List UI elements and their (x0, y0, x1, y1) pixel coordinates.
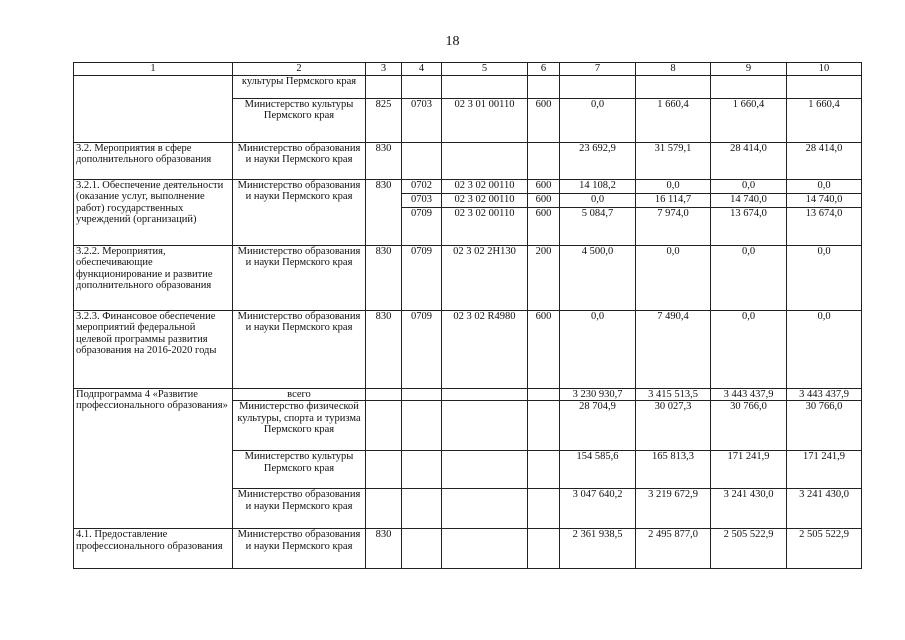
value-cell: 1 660,4 (711, 98, 787, 142)
value-cell: 0,0 (560, 193, 636, 207)
value-cell: 3 241 430,0 (787, 489, 862, 529)
grbs-cell: 825 (366, 98, 402, 142)
target-article-cell: 02 3 02 00110 (442, 207, 528, 245)
expense-type-cell: 600 (528, 193, 560, 207)
header-cell: 8 (636, 63, 711, 76)
value-cell: 2 505 522,9 (787, 529, 862, 569)
target-article-cell: 02 3 02 00110 (442, 179, 528, 193)
value-cell: 2 495 877,0 (636, 529, 711, 569)
section-cell: 0709 (402, 310, 442, 388)
program-cell (74, 75, 233, 142)
value-cell: 14 740,0 (787, 193, 862, 207)
header-cell: 3 (366, 63, 402, 76)
executor-cell: Министерство образования и науки Пермского края (233, 310, 366, 388)
value-cell: 3 415 513,5 (636, 388, 711, 401)
value-cell: 154 585,6 (560, 451, 636, 489)
value-cell: 31 579,1 (636, 142, 711, 179)
target-article-cell: 02 3 01 00110 (442, 98, 528, 142)
value-cell: 16 114,7 (636, 193, 711, 207)
value-cell: 28 414,0 (787, 142, 862, 179)
executor-cell: Министерство образования и науки Пермского края (233, 245, 366, 310)
value-cell: 0,0 (787, 310, 862, 388)
page-number: 18 (445, 34, 460, 49)
value-cell: 3 443 437,9 (787, 388, 862, 401)
header-cell: 2 (233, 63, 366, 76)
value-cell: 171 241,9 (711, 451, 787, 489)
table-row (74, 529, 862, 569)
value-cell: 0,0 (711, 310, 787, 388)
table-row (74, 245, 862, 310)
section-cell: 0703 (402, 98, 442, 142)
table-row (74, 179, 862, 193)
value-cell: 171 241,9 (787, 451, 862, 489)
program-cell: 3.2.3. Финансовое обеспечение мероприятий федеральной целевой программы развития образования на 2016-2020 годы (74, 310, 233, 388)
executor-cell: Министерство образования и науки Пермского края (233, 179, 366, 245)
target-article-cell: 02 3 02 00110 (442, 193, 528, 207)
header-cell: 9 (711, 63, 787, 76)
value-cell: 28 414,0 (711, 142, 787, 179)
value-cell: 165 813,3 (636, 451, 711, 489)
value-cell: 0,0 (560, 98, 636, 142)
value-cell: 0,0 (711, 245, 787, 310)
value-cell: 0,0 (787, 179, 862, 193)
section-cell: 0709 (402, 207, 442, 245)
table-row (74, 388, 862, 401)
section-cell: 0709 (402, 245, 442, 310)
value-cell: 3 443 437,9 (711, 388, 787, 401)
section-cell: 0702 (402, 179, 442, 193)
value-cell: 28 704,9 (560, 401, 636, 451)
value-cell: 3 241 430,0 (711, 489, 787, 529)
expense-type-cell: 600 (528, 98, 560, 142)
program-cell: 3.2.1. Обеспечение деятельности (оказание услуг, выполнение работ) государственных учреждений (организаций) (74, 179, 233, 245)
value-cell: 2 505 522,9 (711, 529, 787, 569)
section-cell: 0703 (402, 193, 442, 207)
value-cell: 0,0 (636, 245, 711, 310)
grbs-cell: 830 (366, 529, 402, 569)
header-cell: 10 (787, 63, 862, 76)
value-cell: 5 084,7 (560, 207, 636, 245)
budget-table (73, 62, 862, 569)
expense-type-cell: 200 (528, 245, 560, 310)
value-cell: 0,0 (560, 310, 636, 388)
executor-cell: Министерство образования и науки Пермского края (233, 529, 366, 569)
target-article-cell: 02 3 02 R4980 (442, 310, 528, 388)
program-cell: 4.1. Предоставление профессионального образования (74, 529, 233, 569)
executor-cell: всего (233, 388, 366, 401)
value-cell: 1 660,4 (787, 98, 862, 142)
header-cell: 5 (442, 63, 528, 76)
value-cell: 30 027,3 (636, 401, 711, 451)
value-cell: 13 674,0 (787, 207, 862, 245)
expense-type-cell: 600 (528, 179, 560, 193)
value-cell: 4 500,0 (560, 245, 636, 310)
header-cell: 7 (560, 63, 636, 76)
subprogram-cell: Подпрограмма 4 «Развитие профессионального образования» (74, 388, 233, 529)
value-cell: 7 974,0 (636, 207, 711, 245)
header-cell: 1 (74, 63, 233, 76)
value-cell: 1 660,4 (636, 98, 711, 142)
value-cell: 0,0 (711, 179, 787, 193)
executor-cell: Министерство образования и науки Пермского края (233, 142, 366, 179)
table-row (74, 142, 862, 179)
value-cell: 0,0 (787, 245, 862, 310)
value-cell: 23 692,9 (560, 142, 636, 179)
header-cell: 6 (528, 63, 560, 76)
grbs-cell: 830 (366, 142, 402, 179)
grbs-cell: 830 (366, 245, 402, 310)
executor-cell: культуры Пермского края (233, 75, 366, 98)
value-cell: 3 047 640,2 (560, 489, 636, 529)
executor-cell: Министерство образования и науки Пермского края (233, 489, 366, 529)
value-cell: 7 490,4 (636, 310, 711, 388)
grbs-cell: 830 (366, 179, 402, 245)
value-cell: 30 766,0 (711, 401, 787, 451)
value-cell: 14 108,2 (560, 179, 636, 193)
table-row (74, 75, 862, 98)
expense-type-cell: 600 (528, 207, 560, 245)
executor-cell: Министерство физической культуры, спорта и туризма Пермского края (233, 401, 366, 451)
header-cell: 4 (402, 63, 442, 76)
value-cell: 13 674,0 (711, 207, 787, 245)
program-cell: 3.2. Мероприятия в сфере дополнительного образования (74, 142, 233, 179)
expense-type-cell: 600 (528, 310, 560, 388)
program-cell: 3.2.2. Мероприятия, обеспечивающие функционирование и развитие дополнительного образования (74, 245, 233, 310)
table-row (74, 310, 862, 388)
value-cell: 30 766,0 (787, 401, 862, 451)
header-row (74, 63, 862, 76)
value-cell: 3 219 672,9 (636, 489, 711, 529)
value-cell: 3 230 930,7 (560, 388, 636, 401)
grbs-cell: 830 (366, 310, 402, 388)
target-article-cell: 02 3 02 2Н130 (442, 245, 528, 310)
executor-cell: Министерство культуры Пермского края (233, 98, 366, 142)
value-cell: 14 740,0 (711, 193, 787, 207)
executor-cell: Министерство культуры Пермского края (233, 451, 366, 489)
value-cell: 0,0 (636, 179, 711, 193)
value-cell: 2 361 938,5 (560, 529, 636, 569)
